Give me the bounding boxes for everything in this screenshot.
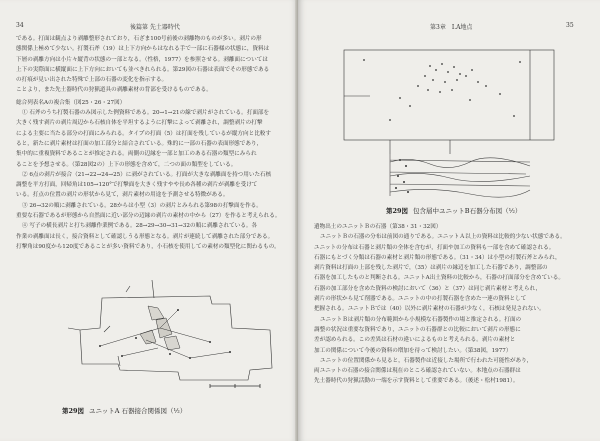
paragraph-line: 作業の剥離面は長く，接合資料として確認しうる形態となる。剥片が連続して剥離された部分である。	[16, 233, 274, 240]
paragraph-line: の打痕が見い出された特殊で上部の石器の変化を指示する。	[16, 77, 168, 84]
paragraph-line: ④ 写子の横長剥片と打ち剥離作業例である。28→29→30→31→32の順に剥離されている。各	[22, 223, 258, 230]
figure-number: 第29図	[62, 407, 85, 415]
refit-diagram-figure	[60, 268, 280, 398]
right-running-head: 第3章 Ⅰ.A地点	[430, 24, 473, 31]
left-figure-caption	[62, 406, 186, 415]
paragraph-line: 調整を平方打面，回帰角は105→120°で打撃面を大きく残すやや長め各種の剥片が剥離を受けて	[16, 182, 258, 189]
paragraph-line: 調整の状況は重要な資料であり，ユニットの石器群との比較において剥片の形態に	[314, 326, 521, 333]
paragraph-line: 石器を加工したものと判断される。ユニットA出土資料の比較から，石器の打面部分を含めている。	[314, 275, 564, 282]
right-figure-caption	[386, 206, 521, 215]
left-running-head: 後篇第 先土器時代	[130, 24, 180, 31]
section-heading: 遺物出土のユニットＢの石器（第38・31・32図）	[314, 224, 442, 230]
right-page-number: 35	[566, 22, 574, 29]
paragraph-line: ユニットＢは剥片類の分布範囲から小規模な石器製作の場と推定される。打面の	[320, 316, 522, 323]
paragraph-line: 下層の剥離方向は小片々縦背の状態の一部となる。（性格，1977）を参照させる。剥離面については	[16, 56, 268, 63]
paragraph-line: 加工の関係について今後の資料の増加を待って検討したい。（第38図，1977）	[314, 347, 512, 354]
paragraph-line: 先土器時代の狩猟活動の一端を示す資料として重要である。（後述・松村1981）。	[314, 378, 519, 385]
right-body-text	[314, 222, 588, 387]
paragraph-line: 重要な石器であるが形態から自然面に近い部分の辺縁の剥片の素材の中から（27）を作ると考えられる。	[16, 213, 281, 220]
paragraph-line: による主要に当たる部分の打面にみられる。タイプの打面（5）は打面を残しているが縦方向と比較す	[16, 130, 271, 137]
left-page-number: 34	[16, 22, 24, 29]
figure-title: ユニットA 石器接合関係図（½）	[89, 407, 187, 415]
right-page	[298, 0, 600, 441]
paragraph-line: ユニットの分布は石器と剥片類の全体を含むが，打面や加工の資料も一部を含めて確認される。	[314, 244, 555, 251]
paragraph-line: ユニットの位置関係から見ると，石器製作は近接した場所で行われた可能性があり，	[320, 357, 533, 364]
paragraph-line: 石器の加工部分を含めた資料の検討において（36）と（37）は同じ剥片素材と考えられ，	[314, 285, 542, 292]
paragraph-line: ことより，また先土器時代の狩猟道具の剥離素材の背部を受けるものである。	[16, 87, 212, 94]
paragraph-line: 上下の実際面に横縦面に上下方向においても並べきれられる。第29図の石器は表面でその形態である	[16, 66, 270, 73]
paragraph-line: 差が認められる。この差異は石材の違いによるものと考えられる。剥片の素材と	[314, 337, 516, 344]
paragraph-line: ② 6点の剥片が接合（21→22→24→25）に剥がされている。打面が大きな剥離面を持つ用いた石核	[22, 171, 272, 178]
figure-number: 第29図	[386, 207, 409, 215]
paragraph-line: 両ユニットの石器の接合関係は現在のところ確認されていない。本地点の石器群は	[314, 368, 521, 375]
distribution-map-figure	[330, 36, 570, 204]
paragraph-line: 態関係上極めて少ない。打製石斧（19）は上下方向からはなれる手で一部に石器様の状態に，資料は	[16, 46, 270, 53]
paragraph-line: ると，新たに剥片素材は打面の加工部分と結合されている。殊的に一部の石器の表面形態であり，	[16, 140, 263, 147]
paragraph-line: 把握される。ユニットＢでは（40）以外に剥片素材の石器が少なく，石核は発見されない。	[314, 306, 545, 313]
left-body-text	[16, 34, 284, 252]
paragraph-line: 打撃角は90度から120度であることが多い資料であり，小石核を使用しての素材の類型化に関わるもの。	[16, 243, 280, 250]
paragraph-line: ③ 26→32の順に剥離されている。28からは小型（3）の剥片とみられる第98の打撃面を作る。	[22, 202, 262, 209]
paragraph-line: 集中的に重複資料であることが推定される。両側の辺縁を一部と加工のある石器の類型にみられ	[16, 151, 257, 158]
paragraph-line: 石器にもとづく分類は石器の素材と剥片類の形態である。（31・34）は小型の打製石斧とみられ，	[314, 254, 561, 261]
paragraph-line: 大きく残す剥片の剥片周辺から石核自体を平坦するように打撃によって剥離され，調整剥片の打撃	[16, 120, 263, 127]
paragraph-line: 剥片資料は打面の上部を残した剥片で，（35）は剥片の縁辺を加工した石器であり，調整部の	[314, 265, 548, 272]
paragraph-line: ユニットＢの石器の分布は前図の通りである。ユニットＡ以上の資料は比較的少ない状態である。	[320, 234, 566, 241]
left-page	[0, 0, 298, 441]
paragraph-line: いる。打点の位置の剥片の形状から見て，剥片素材の用途を予測させる特徴がある。	[16, 192, 229, 199]
paragraph-line: である。打面は観点より剥離整形されており，石ざま100号前後の剥離物のものが多い。剥片の形	[16, 36, 262, 42]
paragraph-line: 剥片の形状から見て削器である。ユニットの中の打製石器を含めた一連の資料として	[314, 296, 527, 303]
section-heading: 総合列表名Aの複合集（図25・26・27図）	[16, 99, 126, 106]
paragraph-line: ① 石斧のうち打製石器のみ図示した例資料である。20→1→21の線で剥片がされている。打面部を	[22, 110, 270, 117]
paragraph-line: ることを予想させる。（第28図2の）上下の形態を含めて，二つの面の類型をしている。	[16, 161, 237, 168]
figure-title: 包含層中ユニットB石器分布図（½）	[413, 207, 522, 215]
